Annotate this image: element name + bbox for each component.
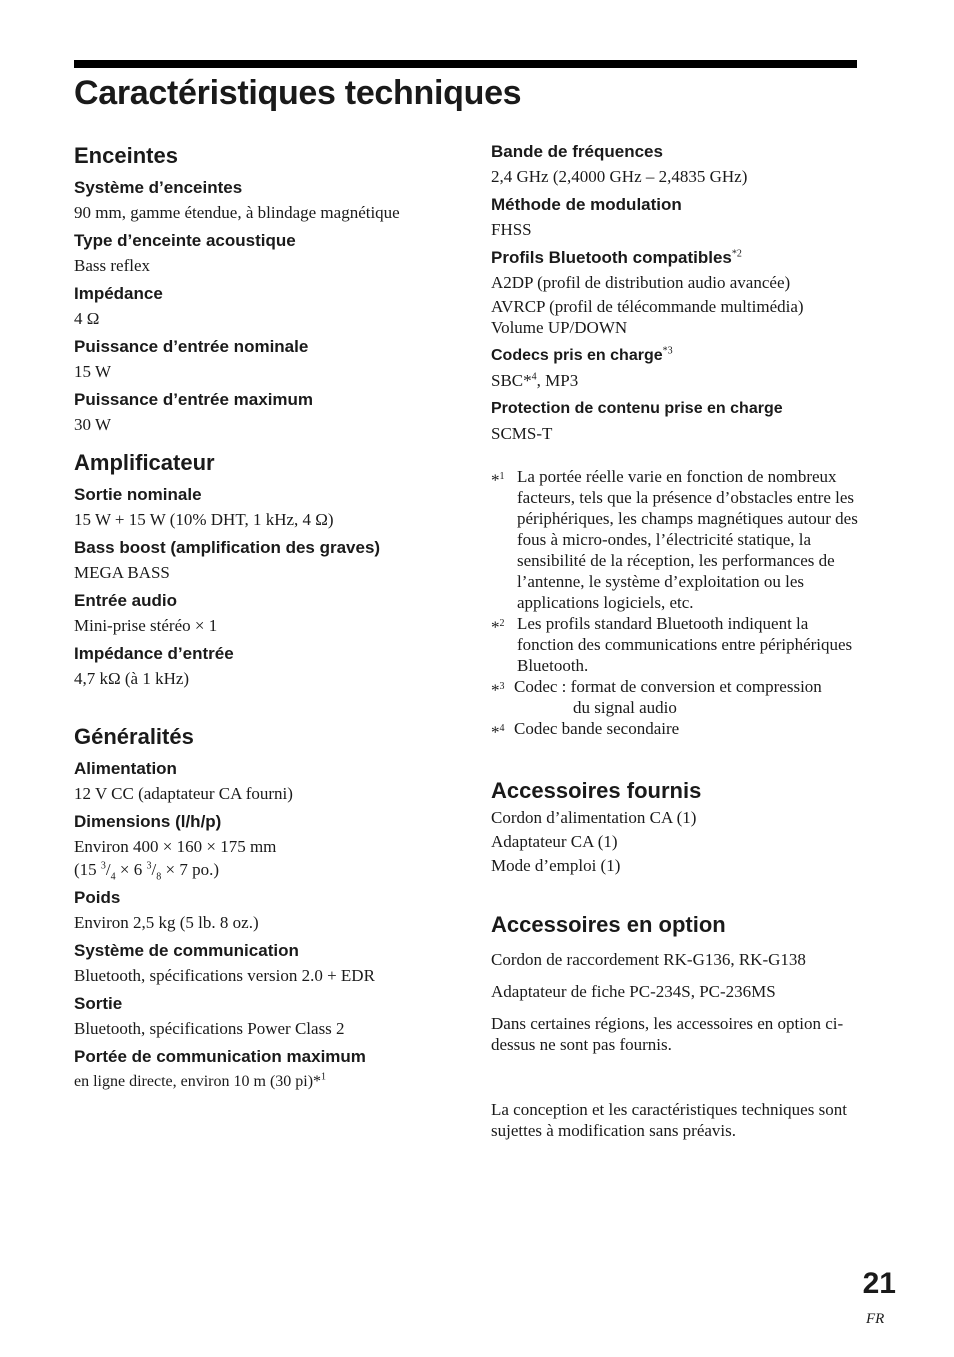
spec-label: Système de communication <box>74 941 299 960</box>
spec-label: Type d’enceinte acoustique <box>74 231 296 250</box>
spec-value: 2,4 GHz (2,4000 GHz – 2,4835 GHz) <box>491 167 748 186</box>
footnote-mark: *$^2$ <box>491 617 505 637</box>
spec-label: Alimentation <box>74 759 177 778</box>
spec-label: Sortie <box>74 994 123 1013</box>
section-accessoires-fournis-title: Accessoires fournis <box>491 777 702 803</box>
footnotes <box>491 466 861 743</box>
footnote-text: Les profils standard Bluetooth indiquent la fonction des communications entre périphériques Bluetooth. <box>517 614 853 675</box>
option-note: Dans certaines régions, les accessoires en option ci-dessus ne sont pas fournis. <box>491 1013 844 1054</box>
spec-label: Dimensions (l/h/p) <box>74 812 222 831</box>
footnote-mark: *$^3$ <box>491 680 505 700</box>
spec-value: en ligne directe, environ 10 m (30 pi)*$^1$ <box>74 1071 327 1090</box>
spec-value: FHSS <box>491 220 532 239</box>
spec-value: Bluetooth, spécifications version 2.0 + EDR <box>74 966 375 985</box>
spec-label: Impédance d’entrée <box>74 644 234 663</box>
accessory-item: Cordon d’alimentation CA (1) <box>491 807 697 827</box>
disclaimer: La conception et les caractéristiques techniques sont sujettes à modification sans préavis. <box>491 1099 847 1140</box>
footnote <box>491 676 861 718</box>
spec-value: Bluetooth, spécifications Power Class 2 <box>74 1019 345 1038</box>
spec-label: Sortie nominale <box>74 485 202 504</box>
spec-value: 12 V CC (adaptateur CA fourni) <box>74 784 293 803</box>
accessory-item: Adaptateur CA (1) <box>491 831 618 851</box>
footnote <box>491 718 861 743</box>
accessory-item: Mode d’emploi (1) <box>491 855 621 875</box>
spec-value: 15 W <box>74 362 111 381</box>
footnote-mark: *$^1$ <box>491 470 505 490</box>
spec-label: Méthode de modulation <box>491 195 682 214</box>
spec-value: 90 mm, gamme étendue, à blindage magnétique <box>74 203 400 222</box>
spec-value: Mini-prise stéréo × 1 <box>74 616 218 635</box>
spec-label: Protection de contenu prise en charge <box>491 400 783 417</box>
spec-label: Codecs pris en charge$^{*3}$ <box>491 345 673 364</box>
spec-label: Puissance d’entrée maximum <box>74 390 314 409</box>
option-item: Adaptateur de fiche PC-234S, PC-236MS <box>491 981 776 1001</box>
spec-value: 15 W + 15 W (10% DHT, 1 kHz, 4 Ω) <box>74 510 334 529</box>
header-rule <box>74 60 857 68</box>
spec-label: Entrée audio <box>74 591 177 610</box>
spec-label: Profils Bluetooth compatibles$^{*2}$ <box>491 248 742 267</box>
page-language: FR <box>866 1311 885 1327</box>
spec-value: Volume UP/DOWN <box>491 318 628 337</box>
section-generalites-title: Généralités <box>74 724 194 749</box>
page-number: 21 <box>862 1267 896 1300</box>
footnote <box>491 613 861 676</box>
section-accessoires-option-title: Accessoires en option <box>491 911 726 937</box>
spec-value: 30 W <box>74 415 111 434</box>
footnote-text: La portée réelle varie en fonction de nombreux facteurs, tels que la présence d’obstacles entre les périphériques, les champs magnétiques autour des fous à micro-ondes, l’électricité statique, la sensibilité de la réception, les performances de l’antenne, le système d’exploitation ou les applications logiciels, etc. <box>517 467 858 612</box>
spec-value: SCMS-T <box>491 424 553 443</box>
spec-label: Bande de fréquences <box>491 142 663 161</box>
spec-label: Poids <box>74 888 121 907</box>
spec-value: Environ 400 × 160 × 175 mm <box>74 837 277 856</box>
right-column <box>491 141 861 1141</box>
spec-value: Bass reflex <box>74 256 151 275</box>
footnote-text: Codec bande secondaire <box>514 719 680 738</box>
option-item: Cordon de raccordement RK-G136, RK-G138 <box>491 949 806 969</box>
footnote-mark: *$^4$ <box>491 722 505 742</box>
footnote-text: Codec : format de conversion et compression du signal audio <box>514 677 822 717</box>
spec-label: Portée de communication maximum <box>74 1047 366 1066</box>
spec-label: Puissance d’entrée nominale <box>74 337 309 356</box>
spec-value: SBC*$^4$, MP3 <box>491 371 579 390</box>
spec-label: Bass boost (amplification des graves) <box>74 538 381 557</box>
spec-label: Système d’enceintes <box>74 178 243 197</box>
spec-value: 4,7 kΩ (à 1 kHz) <box>74 669 190 688</box>
spec-value: 4 Ω <box>74 309 100 328</box>
spec-value: Environ 2,5 kg (5 lb. 8 oz.) <box>74 913 259 932</box>
spec-value: AVRCP (profil de télécommande multimédia) <box>491 297 804 316</box>
page-title: Caractéristiques techniques <box>74 74 522 112</box>
spec-label: Impédance <box>74 284 163 303</box>
left-column <box>74 142 454 1092</box>
footnote <box>491 466 861 613</box>
section-enceintes-title: Enceintes <box>74 143 178 168</box>
spec-value: A2DP (profil de distribution audio avancée) <box>491 273 791 292</box>
spec-value: MEGA BASS <box>74 563 170 582</box>
section-amplificateur-title: Amplificateur <box>74 450 215 475</box>
spec-value-imperial: (15 $^3/_4 \times 6$ $^3/_8 \times 7$ po.) <box>74 860 219 883</box>
